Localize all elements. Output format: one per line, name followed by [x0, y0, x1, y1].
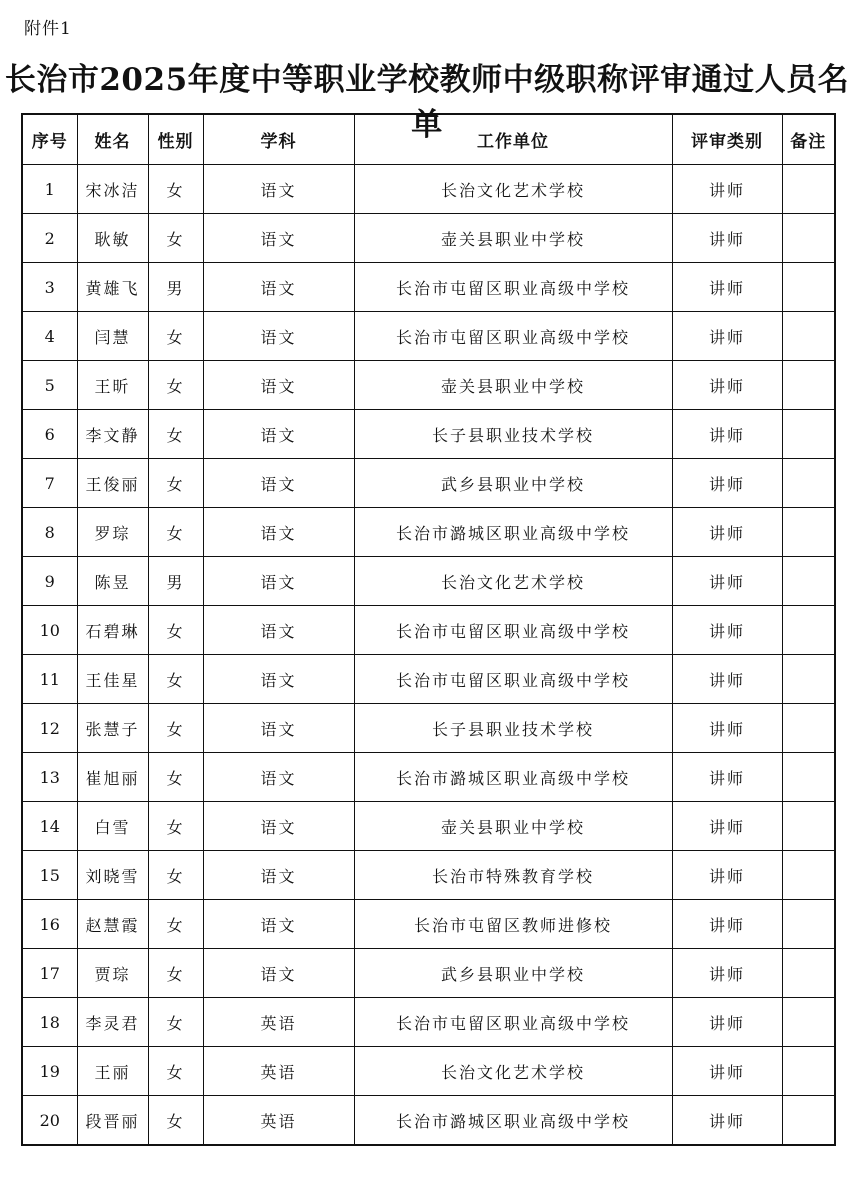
document-title: 长治市2025年度中等职业学校教师中级职称评审通过人员名单 [4, 62, 850, 143]
cell-no: 18 [22, 998, 77, 1047]
table-row [22, 1047, 835, 1096]
cell-unit: 长治市屯留区职业高级中学校 [354, 606, 672, 655]
table-row [22, 900, 835, 949]
cell-remark [782, 753, 835, 802]
attachment-label: 附件1 [24, 19, 72, 39]
header-no: 序号 [22, 114, 77, 165]
cell-name: 王佳星 [77, 655, 148, 704]
cell-gender: 女 [148, 165, 203, 214]
header-remark: 备注 [782, 114, 835, 165]
cell-subject: 语文 [203, 753, 354, 802]
cell-unit: 长治市屯留区职业高级中学校 [354, 998, 672, 1047]
table-row [22, 606, 835, 655]
cell-subject: 语文 [203, 410, 354, 459]
cell-name: 闫慧 [77, 312, 148, 361]
cell-unit: 武乡县职业中学校 [354, 949, 672, 998]
cell-gender: 女 [148, 753, 203, 802]
cell-unit: 长治市屯留区职业高级中学校 [354, 263, 672, 312]
cell-remark [782, 655, 835, 704]
cell-category: 讲师 [672, 410, 782, 459]
cell-subject: 英语 [203, 998, 354, 1047]
cell-no: 6 [22, 410, 77, 459]
header-name: 姓名 [77, 114, 148, 165]
cell-no: 10 [22, 606, 77, 655]
cell-unit: 长治文化艺术学校 [354, 557, 672, 606]
cell-category: 讲师 [672, 312, 782, 361]
cell-gender: 女 [148, 998, 203, 1047]
cell-gender: 女 [148, 655, 203, 704]
cell-unit: 壶关县职业中学校 [354, 214, 672, 263]
table-row [22, 263, 835, 312]
cell-name: 白雪 [77, 802, 148, 851]
table-row [22, 949, 835, 998]
cell-gender: 女 [148, 1047, 203, 1096]
cell-remark [782, 900, 835, 949]
cell-remark [782, 606, 835, 655]
cell-remark [782, 508, 835, 557]
header-gender: 性别 [148, 114, 203, 165]
cell-subject: 语文 [203, 263, 354, 312]
cell-no: 8 [22, 508, 77, 557]
cell-subject: 语文 [203, 851, 354, 900]
table-row [22, 655, 835, 704]
cell-category: 讲师 [672, 557, 782, 606]
cell-subject: 语文 [203, 459, 354, 508]
cell-no: 4 [22, 312, 77, 361]
cell-subject: 英语 [203, 1096, 354, 1146]
cell-gender: 女 [148, 900, 203, 949]
cell-unit: 长治市潞城区职业高级中学校 [354, 1096, 672, 1146]
cell-category: 讲师 [672, 900, 782, 949]
cell-unit: 长子县职业技术学校 [354, 410, 672, 459]
cell-subject: 语文 [203, 655, 354, 704]
cell-subject: 语文 [203, 508, 354, 557]
header-subject: 学科 [203, 114, 354, 165]
header-category: 评审类别 [672, 114, 782, 165]
table-row [22, 1096, 835, 1146]
cell-category: 讲师 [672, 165, 782, 214]
cell-remark [782, 998, 835, 1047]
table-row [22, 214, 835, 263]
cell-name: 段晋丽 [77, 1096, 148, 1146]
cell-name: 张慧子 [77, 704, 148, 753]
cell-remark [782, 312, 835, 361]
table-row [22, 410, 835, 459]
cell-no: 15 [22, 851, 77, 900]
cell-category: 讲师 [672, 1047, 782, 1096]
cell-category: 讲师 [672, 704, 782, 753]
cell-no: 20 [22, 1096, 77, 1146]
table-row [22, 165, 835, 214]
cell-remark [782, 1047, 835, 1096]
cell-name: 李灵君 [77, 998, 148, 1047]
cell-unit: 长子县职业技术学校 [354, 704, 672, 753]
cell-gender: 女 [148, 508, 203, 557]
cell-unit: 长治市潞城区职业高级中学校 [354, 508, 672, 557]
cell-remark [782, 361, 835, 410]
table-row [22, 508, 835, 557]
cell-remark [782, 949, 835, 998]
cell-name: 罗琮 [77, 508, 148, 557]
cell-no: 17 [22, 949, 77, 998]
cell-no: 12 [22, 704, 77, 753]
cell-subject: 语文 [203, 949, 354, 998]
header-unit: 工作单位 [354, 114, 672, 165]
cell-gender: 男 [148, 557, 203, 606]
cell-gender: 男 [148, 263, 203, 312]
cell-gender: 女 [148, 802, 203, 851]
cell-remark [782, 410, 835, 459]
cell-name: 王俊丽 [77, 459, 148, 508]
cell-no: 19 [22, 1047, 77, 1096]
cell-gender: 女 [148, 1096, 203, 1146]
cell-name: 黄雄飞 [77, 263, 148, 312]
cell-name: 崔旭丽 [77, 753, 148, 802]
table-row [22, 802, 835, 851]
cell-unit: 长治市特殊教育学校 [354, 851, 672, 900]
cell-unit: 长治市屯留区教师进修校 [354, 900, 672, 949]
cell-unit: 长治市屯留区职业高级中学校 [354, 655, 672, 704]
cell-remark [782, 802, 835, 851]
cell-no: 16 [22, 900, 77, 949]
cell-remark [782, 263, 835, 312]
table-header-row [22, 114, 835, 165]
cell-unit: 武乡县职业中学校 [354, 459, 672, 508]
cell-subject: 语文 [203, 802, 354, 851]
cell-gender: 女 [148, 949, 203, 998]
cell-unit: 长治文化艺术学校 [354, 165, 672, 214]
cell-no: 11 [22, 655, 77, 704]
table-row [22, 704, 835, 753]
cell-gender: 女 [148, 410, 203, 459]
cell-remark [782, 557, 835, 606]
cell-remark [782, 459, 835, 508]
cell-category: 讲师 [672, 655, 782, 704]
cell-unit: 壶关县职业中学校 [354, 361, 672, 410]
cell-no: 5 [22, 361, 77, 410]
table-row [22, 361, 835, 410]
cell-no: 9 [22, 557, 77, 606]
cell-no: 14 [22, 802, 77, 851]
cell-subject: 英语 [203, 1047, 354, 1096]
cell-subject: 语文 [203, 606, 354, 655]
personnel-table [21, 113, 836, 1146]
cell-remark [782, 214, 835, 263]
cell-unit: 长治市屯留区职业高级中学校 [354, 312, 672, 361]
cell-category: 讲师 [672, 263, 782, 312]
cell-name: 李文静 [77, 410, 148, 459]
table-row [22, 459, 835, 508]
cell-subject: 语文 [203, 312, 354, 361]
cell-category: 讲师 [672, 753, 782, 802]
cell-name: 耿敏 [77, 214, 148, 263]
cell-no: 1 [22, 165, 77, 214]
cell-unit: 长治文化艺术学校 [354, 1047, 672, 1096]
cell-name: 赵慧霞 [77, 900, 148, 949]
table-row [22, 557, 835, 606]
cell-name: 陈昱 [77, 557, 148, 606]
table-row [22, 998, 835, 1047]
cell-category: 讲师 [672, 361, 782, 410]
cell-subject: 语文 [203, 704, 354, 753]
cell-category: 讲师 [672, 851, 782, 900]
cell-no: 13 [22, 753, 77, 802]
cell-no: 3 [22, 263, 77, 312]
cell-name: 王昕 [77, 361, 148, 410]
cell-gender: 女 [148, 312, 203, 361]
cell-category: 讲师 [672, 508, 782, 557]
cell-gender: 女 [148, 704, 203, 753]
cell-name: 贾琮 [77, 949, 148, 998]
cell-name: 刘晓雪 [77, 851, 148, 900]
cell-category: 讲师 [672, 998, 782, 1047]
cell-category: 讲师 [672, 1096, 782, 1146]
cell-no: 2 [22, 214, 77, 263]
cell-remark [782, 1096, 835, 1146]
cell-remark [782, 165, 835, 214]
table-row [22, 851, 835, 900]
cell-subject: 语文 [203, 165, 354, 214]
cell-name: 宋冰洁 [77, 165, 148, 214]
cell-category: 讲师 [672, 459, 782, 508]
cell-category: 讲师 [672, 214, 782, 263]
cell-category: 讲师 [672, 949, 782, 998]
cell-category: 讲师 [672, 606, 782, 655]
cell-gender: 女 [148, 214, 203, 263]
cell-subject: 语文 [203, 361, 354, 410]
cell-no: 7 [22, 459, 77, 508]
cell-unit: 壶关县职业中学校 [354, 802, 672, 851]
cell-remark [782, 704, 835, 753]
cell-gender: 女 [148, 606, 203, 655]
table-row [22, 753, 835, 802]
cell-unit: 长治市潞城区职业高级中学校 [354, 753, 672, 802]
table-row [22, 312, 835, 361]
cell-category: 讲师 [672, 802, 782, 851]
cell-gender: 女 [148, 361, 203, 410]
cell-gender: 女 [148, 851, 203, 900]
cell-subject: 语文 [203, 900, 354, 949]
cell-subject: 语文 [203, 557, 354, 606]
cell-gender: 女 [148, 459, 203, 508]
cell-name: 石碧琳 [77, 606, 148, 655]
cell-remark [782, 851, 835, 900]
cell-subject: 语文 [203, 214, 354, 263]
cell-name: 王丽 [77, 1047, 148, 1096]
